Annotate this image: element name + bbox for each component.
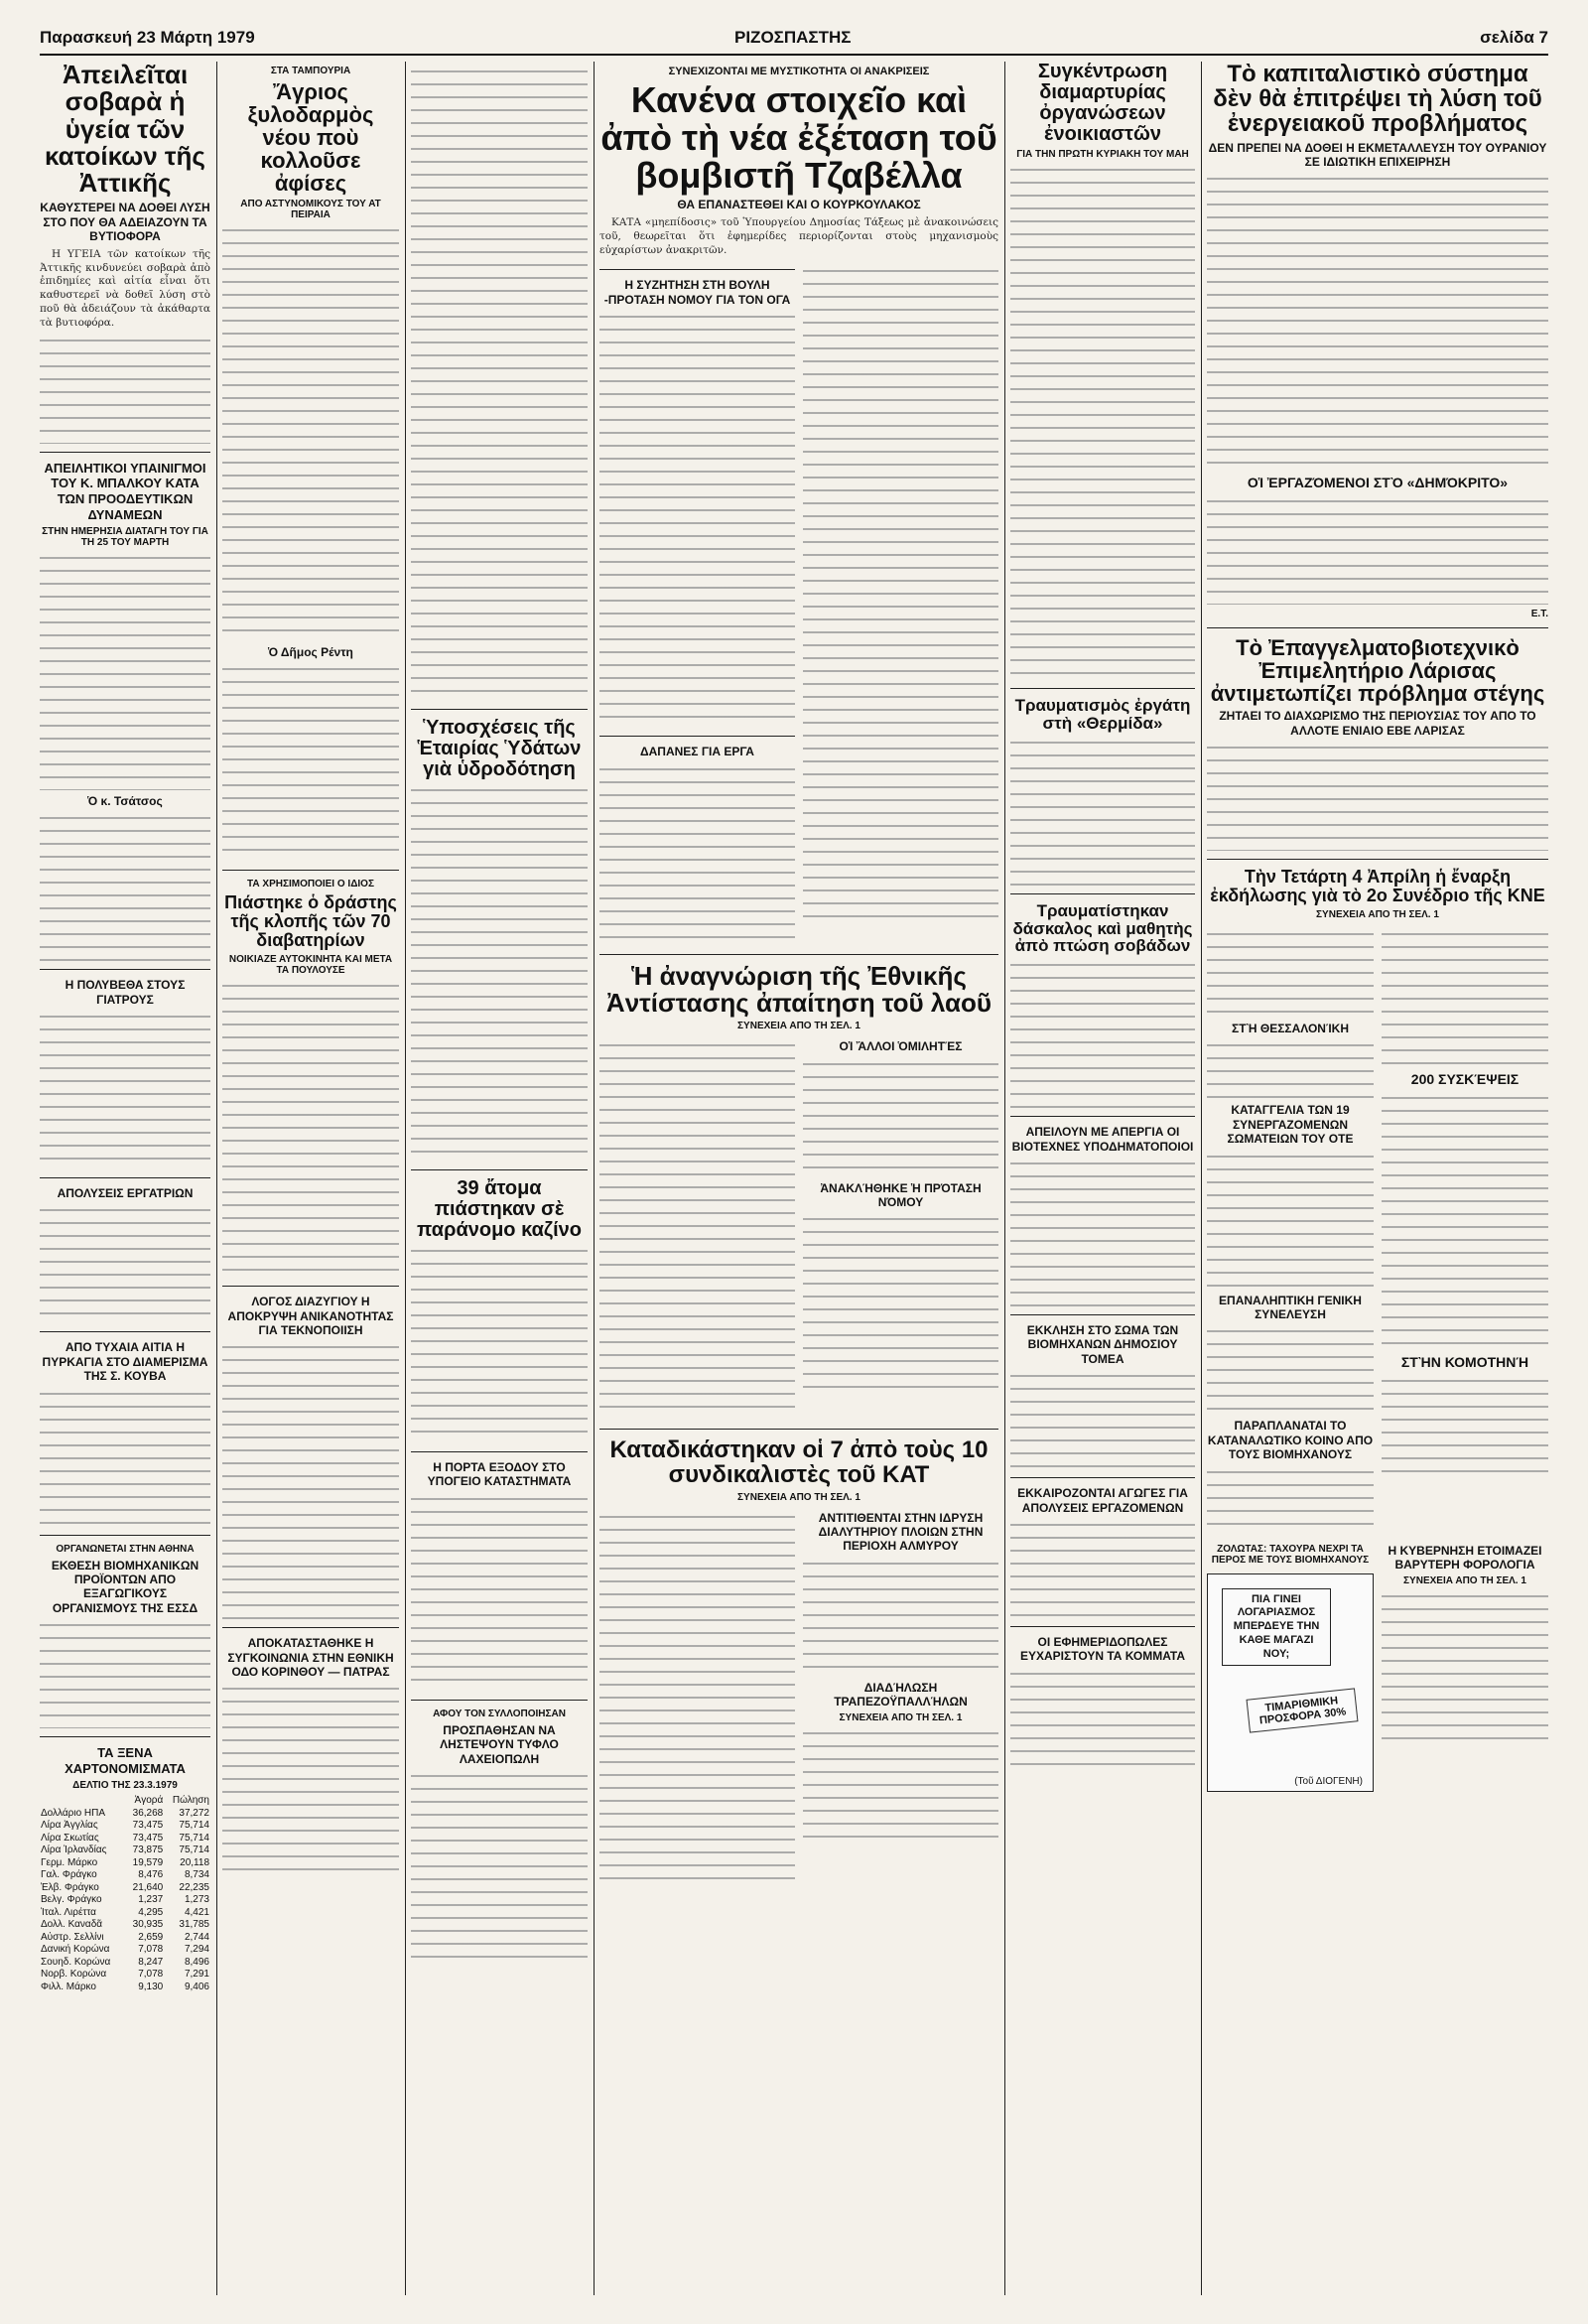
column-7 <box>1207 1540 1374 1792</box>
headline-teacher: Τραυματίστηκαν δάσκαλος καὶ μαθητὴς ἀπὸ πτώση σοβάδων <box>1012 900 1193 956</box>
section-label: ΣΤΑ ΤΑΜΠΟΥΡΙΑ <box>270 66 351 76</box>
article-text <box>40 812 210 961</box>
article-text <box>40 1011 210 1169</box>
column-1 <box>40 62 210 2295</box>
section-label: ΣΥΝΕΧΕΙΑ ΑΠΟ ΤΗ ΣΕΛ. 1 <box>1403 1575 1526 1587</box>
column-7 <box>1207 924 1374 1540</box>
headline-exhibition: ΕΚΘΕΣΗ ΒΙΟΜΗΧΑΝΙΚΩΝ ΠΡΟΪΟΝΤΩΝ ΑΠΟ ΕΞΑΓΩΓΙΚΟΥΣ ΟΡΓΑΝΙΣΜΟΥΣ ΤΗΣ ΕΣΣΔ <box>51 1558 199 1615</box>
fx-currency: Σουηδ. Κορώνα <box>41 1956 111 1968</box>
headline-taxes: Η ΚΥΒΕΡΝΗΣΗ ΕΤΟΙΜΑΖΕΙ ΒΑΡΥΤΕΡΗ ΦΟΡΟΛΟΓΙΑ <box>1388 1543 1542 1572</box>
divider <box>411 709 588 710</box>
headline-divorce: ΛΟΓΟΣ ΔΙΑΖΥΓΙΟΥ Η ΑΠΟΚΡΥΨΗ ΑΝΙΚΑΝΟΤΗΤΑΣ ΓΙΑ ΤΕΚΝΟΠΟΙΙΣΗ <box>227 1295 394 1337</box>
headline-newsagents: ΟΙ ΕΦΗΜΕΡΙΔΟΠΩΛΕΣ ΕΥΧΑΡΙΣΤΟΥΝ ΤΑ ΚΟΜΜΑΤΑ <box>1020 1634 1185 1664</box>
fx-row <box>40 1882 210 1895</box>
fx-row <box>40 1982 210 1994</box>
fx-sell: 20,118 <box>180 1856 209 1868</box>
article-text <box>40 335 210 444</box>
cartoon <box>1207 1573 1374 1792</box>
column-2 <box>222 62 399 2295</box>
fx-currency: Βελγ. Φράγκο <box>41 1894 102 1906</box>
headline-shoemakers: ΑΠΕΙΛΟΥΝ ΜΕ ΑΠΕΡΓΙΑ ΟΙ ΒΙΟΤΕΧΝΕΣ ΥΠΟΔΗΜΑΤΟΠΟΙΟΙ <box>1011 1125 1194 1154</box>
header-date: Παρασκευή 23 Μάρτη 1979 <box>40 28 255 47</box>
article-text <box>411 784 588 1162</box>
article-text <box>411 66 588 701</box>
fx-sell: 8,496 <box>184 1956 209 1968</box>
headline-larisa: Τὸ Ἐπαγγελματοβιοτεχνικὸ Ἐπιμελητήριο Λάρισας ἀντιμετωπίζει πρόβλημα στέγης <box>1210 635 1545 707</box>
article-text <box>1010 959 1195 1108</box>
section-label: ΣΥΝΕΧΕΙΑ ΑΠΟ ΤΗ ΣΕΛ. 1 <box>737 1021 860 1032</box>
fx-row <box>40 1944 210 1957</box>
column-5 <box>803 1507 998 1892</box>
divider <box>222 1627 399 1628</box>
fx-sell: 7,294 <box>184 1944 209 1956</box>
headline-beating: Ἄγριος ξυλοδαρμὸς νέου ποὺ κολλοῦσε ἀφίσες <box>247 79 374 197</box>
article-text <box>1207 1325 1374 1415</box>
article-text <box>40 1619 210 1728</box>
fx-sell: 37,272 <box>179 1807 209 1819</box>
headline-bill: ἈΝΑΚΛΉΘΗΚΕ Ἡ ΠΡΌΤΑΣΗ ΝΌΜΟΥ <box>820 1180 982 1209</box>
section-label: ΑΦΟΥ ΤΟΝ ΣΥΛΛΟΠΟΙΗΣΑΝ <box>433 1708 566 1719</box>
divider <box>40 1535 210 1536</box>
fx-currency: Δολλάριο ΗΠΑ <box>41 1807 106 1819</box>
fx-buy: 36,268 <box>132 1807 164 1819</box>
column-8 <box>1382 924 1548 1540</box>
fx-row <box>40 1820 210 1833</box>
headline-speakers: ΟἹ ἌΛΛΟΙ ὉΜΙΛΗΤΈΣ <box>839 1039 963 1054</box>
fx-sell: 8,734 <box>184 1869 209 1881</box>
divider <box>411 1169 588 1170</box>
column-5 <box>803 1035 998 1421</box>
fx-currency: Γαλ. Φράγκο <box>41 1869 97 1881</box>
headline-appeal: ΕΚΚΛΗΣΗ ΣΤΟ ΣΩΜΑ ΤΩΝ ΒΙΟΜΗΧΑΝΩΝ ΔΗΜΟΣΙΟΥ ΤΟΜΕΑ <box>1026 1323 1179 1366</box>
two-col-body <box>599 261 998 945</box>
fx-currency: Λίρα Ἰρλανδίας <box>41 1845 107 1856</box>
article-text <box>1207 742 1548 851</box>
fx-currency: Δολλ. Καναδᾶ <box>41 1919 103 1931</box>
section-label: ΣΥΝΕΧΕΙΑ ΑΠΟ ΤΗ ΣΕΛ. 1 <box>839 1712 963 1724</box>
fx-row <box>40 1932 210 1945</box>
divider <box>1010 1116 1195 1117</box>
fx-buy: 8,476 <box>138 1869 164 1881</box>
fx-row <box>40 1907 210 1920</box>
headline-ote: ΚΑΤΑΓΓΕΛΙΑ ΤΩΝ 19 ΣΥΝΕΡΓΑΖΟΜΕΝΩΝ ΣΩΜΑΤΕΙΩΝ ΤΟΥ ΟΤΕ <box>1227 1103 1354 1147</box>
headline-kat: Καταδικάστηκαν οἱ 7 ἀπὸ τοὺς 10 συνδικαλιστὲς τοῦ ΚΑΤ <box>609 1436 989 1489</box>
fx-row <box>40 1969 210 1982</box>
two-col-body <box>1207 924 1548 1540</box>
fx-buy: 1,237 <box>138 1894 164 1906</box>
fx-sell: 9,406 <box>184 1981 209 1992</box>
divider <box>411 1700 588 1701</box>
column-4 <box>599 1507 795 1892</box>
fx-currency: Λίρα Ἀγγλίας <box>41 1820 98 1832</box>
cartoon-offer: ΤΙΜΑΡΙΘΜΙΚΗ ΠΡΟΣΦΟΡΑ 30% <box>1247 1688 1359 1732</box>
divider <box>599 1429 998 1430</box>
divider <box>599 736 795 737</box>
fx-buy: 73,875 <box>132 1845 164 1856</box>
divider <box>222 1286 399 1287</box>
signature-tsatsos: Ὁ κ. Τσάτσος <box>87 794 163 809</box>
subhead-bomber: ΘΑ ΕΠΑΝΑΣΤΕΘΕΙ ΚΑΙ Ο ΚΟΥΡΚΟΥΛΑΚΟΣ <box>677 198 921 212</box>
column-rule <box>1004 62 1005 2295</box>
fx-header-row <box>40 1795 210 1808</box>
subhead-capitalism: ΔΕΝ ΠΡΕΠΕΙ ΝΑ ΔΟΘΕΙ Η ΕΚΜΕΤΑΛΛΕΥΣΗ ΤΟΥ ΟΥΡΑΝΙΟΥ ΣΕ ΙΔΙΩΤΙΚΗ ΕΠΙΧΕΙΡΗΣΗ <box>1208 140 1547 169</box>
article-text <box>1382 1590 1548 1749</box>
headline-komotini: ΣΤῊΝ ΚΟΜΟΤΗΝΉ <box>1400 1353 1529 1370</box>
lead-bomber: ΚΑΤΑ «μηεπίδοσις» τοῦ Ὑπουργείου Δημοσίας Τάξεως μὲ ἀνακοινώσεις τοῦ, θεωρεῖται ὅτι ἐφημερίδες περιορίζονται στοὺς μηχανισμοὺς εὐχαρίστων ἀνακριτῶν. <box>599 215 998 256</box>
subhead-beating: ΑΠΟ ΑΣΤΥΝΟΜΙΚΟΥΣ ΤΟΥ ΑΤ ΠΕΙΡΑΙΑ <box>240 199 381 221</box>
divider <box>1010 688 1195 689</box>
fx-currency: Ἑλβ. Φράγκο <box>41 1881 99 1893</box>
divider <box>1010 1626 1195 1627</box>
column-8 <box>1382 1540 1548 1792</box>
article-text <box>599 311 795 728</box>
headline-doctors: Η ΠΟΛΥΒΕΘΑ ΣΤΟΥΣ ΓΙΑΤΡΟΥΣ <box>65 978 186 1007</box>
cartoon-sign: ΠΙΑ ΓΙΝΕΙ ΛΟΓΑΡΙΑΣΜΟΣ ΜΠΕΡΔΕΥΕ ΤΗΝ ΚΑΘΕ ΜΑΓΑΖΙ ΝΟΥ; <box>1222 1588 1331 1667</box>
article-text <box>222 1683 399 1881</box>
divider <box>40 1736 210 1737</box>
fx-sell: 4,421 <box>184 1906 209 1918</box>
fx-sell: 75,714 <box>179 1845 209 1856</box>
article-text <box>1010 164 1195 680</box>
two-col-body <box>1207 1540 1548 1792</box>
headline-bomber: Κανένα στοιχεῖο καὶ ἀπὸ τὴ νέα ἐξέταση τοῦ βομβιστῆ Τζαβέλλα <box>600 79 997 196</box>
fx-currency: Αὐστρ. Σελλίνι <box>41 1931 104 1943</box>
subhead-larisa: ΖΗΤΑΕΙ ΤΟ ΔΙΑΧΩΡΙΣΜΟ ΤΗΣ ΠΕΡΙΟΥΣΙΑΣ ΤΟΥ ΑΠΟ ΤΟ ΑΛΛΟΤΕ ΕΝΙΑΙΟ ΕΒΕ ΛΑΡΙΣΑΣ <box>1219 709 1536 738</box>
article-text <box>1382 928 1548 1067</box>
article-text <box>40 552 210 790</box>
two-col-body <box>599 1035 998 1421</box>
fx-sell: 75,714 <box>179 1820 209 1832</box>
lead-health: Η ΥΓΕΙΑ τῶν κατοίκων τῆς Ἀττικῆς κινδυνεύει σοβαρὰ ἀπὸ ἐπιδημίες καὶ αἰτία εἶναι ὅτι καθυστερεῖ νὰ δοθεῖ λύση στὸ ποῦ θὰ ἀδειάζουν τὰ ἀκάθαρτα τὰ βυτιοφόρα. <box>40 247 210 329</box>
fx-buy: 21,640 <box>132 1881 164 1893</box>
headline-robbery: ΠΡΟΣΠΑΘΗΣΑΝ ΝΑ ΛΗΣΤΕΨΟΥΝ ΤΥΦΛΟ ΛΑΧΕΙΟΠΩΛΗ <box>440 1722 559 1766</box>
subhead-tenants: ΓΙΑ ΤΗΝ ΠΡΩΤΗ ΚΥΡΙΑΚΗ ΤΟΥ ΜΑΗ <box>1016 149 1189 160</box>
column-3 <box>411 62 588 2295</box>
headline-capitalism: Τὸ καπιταλιστικὸ σύστημα δὲν θὰ ἐπιτρέψει τὴ λύση τοῦ ἐνεργειακοῦ προβλήματος <box>1213 62 1542 138</box>
headline-lawsuits: ΕΚΚΑΙΡΟΖΟΝΤΑΙ ΑΓΩΓΕΣ ΓΙΑ ΑΠΟΛΥΣΕΙΣ ΕΡΓΑΖΟΜΕΝΩΝ <box>1017 1486 1188 1515</box>
fx-currency: Δανική Κορώνα <box>41 1944 110 1956</box>
fx-row <box>40 1808 210 1821</box>
headline-oga: Η ΣΥΖΗΤΗΣΗ ΣΤΗ ΒΟΥΛΗ -ΠΡΟΤΑΣΗ ΝΟΜΟΥ ΓΙΑ ΤΟΝ ΟΓΑ <box>603 278 791 307</box>
fx-buy: 19,579 <box>132 1856 164 1868</box>
article-text <box>40 1388 210 1527</box>
headline-casino: 39 ἄτομα πιάστηκαν σὲ παράνομο καζίνο <box>417 1177 582 1241</box>
fx-header-cell <box>40 1795 125 1808</box>
article-text <box>1010 1158 1195 1306</box>
fx-sell: 22,235 <box>179 1881 209 1893</box>
fx-subtitle: ΔΕΛΤΙΟ ΤΗΣ 23.3.1979 <box>72 1780 178 1792</box>
divider <box>599 269 795 270</box>
cartoon-signature: (Τοῦ ΔΙΟΓΕΝΗ) <box>1294 1775 1363 1787</box>
fx-buy: 7,078 <box>138 1944 164 1956</box>
headline-layoffs: ΑΠΟΛΥΣΕΙΣ ΕΡΓΑΤΡΙΩΝ <box>57 1185 194 1200</box>
divider <box>1207 859 1548 860</box>
fx-sell: 75,714 <box>179 1832 209 1844</box>
fx-buy: 4,295 <box>138 1906 164 1918</box>
fx-title: ΤΑ ΞΕΝΑ ΧΑΡΤΟΝΟΜΙΣΜΑΤΑ <box>65 1745 186 1776</box>
headline-road: ΑΠΟΚΑΤΑΣΤΑΘΗΚΕ Η ΣΥΓΚΟΙΝΩΝΙΑ ΣΤΗΝ ΕΘΝΙΚΗ ΟΔΟ ΚΟΡΙΝΘΟΥ — ΠΑΤΡΑΣ <box>227 1636 394 1680</box>
article-text <box>222 224 399 641</box>
headline-kne: Τὴν Τετάρτη 4 Ἀπρίλη ἡ ἔναρξη ἐκδήλωσης γιὰ τὸ 2ο Συνέδριο τῆς ΚΝΕ <box>1210 867 1545 906</box>
fx-currency: Λίρα Σκωτίας <box>41 1832 99 1844</box>
column-rule <box>1201 62 1202 2295</box>
article-text <box>1382 1375 1548 1474</box>
fx-sell: 2,744 <box>184 1931 209 1943</box>
divider <box>1207 627 1548 628</box>
fx-row <box>40 1857 210 1870</box>
divider <box>599 954 998 955</box>
divider <box>222 870 399 871</box>
subhead-health: ΚΑΘΥΣΤΕΡΕΙ ΝΑ ΔΟΘΕΙ ΛΥΣΗ ΣΤΟ ΠΟΥ ΘΑ ΑΔΕΙΑΖΟΥΝ ΤΑ ΒΥΤΙΟΦΟΡΑ <box>40 201 210 244</box>
fx-row <box>40 1845 210 1857</box>
fx-row <box>40 1957 210 1970</box>
fx-header-cell: Ἀγορά <box>134 1795 164 1807</box>
column-5 <box>803 261 998 945</box>
article-text <box>1207 173 1548 471</box>
article-text <box>222 1341 399 1619</box>
headline-thessaloniki: ΣΤῊ ΘΕΣΣΑΛΟΝΊΚΗ <box>1232 1021 1349 1035</box>
article-text <box>411 1770 588 1969</box>
divider <box>40 452 210 453</box>
article-text <box>1207 1039 1374 1099</box>
article-text <box>1010 1668 1195 1767</box>
signature-renti: Ὁ Δῆμος Ρέντη <box>268 645 353 660</box>
section-label: ΣΥΝΕΧΕΙΑ ΑΠΟ ΤΗ ΣΕΛ. 1 <box>1316 908 1439 920</box>
divider <box>1010 893 1195 894</box>
masthead: ΡΙΖΟΣΠΑΣΤΗΣ <box>734 28 852 47</box>
fx-row <box>40 1919 210 1932</box>
column-rule <box>405 62 406 2295</box>
fx-buy: 8,247 <box>138 1956 164 1968</box>
page-header <box>40 22 1548 56</box>
fx-currency: Νορβ. Κορώνα <box>41 1969 107 1981</box>
divider <box>411 1451 588 1452</box>
article-text <box>411 1493 588 1692</box>
column-4 <box>599 261 795 945</box>
section-label: ΣΥΝΕΧΕΙΑ ΑΠΟ ΤΗ ΣΕΛ. 1 <box>737 1491 860 1503</box>
subhead-passports: ΝΟΙΚΙΑΖΕ ΑΥΤΟΚΙΝΗΤΑ ΚΑΙ ΜΕΤΑ ΤΑ ΠΟΥΛΟΥΣΕ <box>228 954 393 977</box>
divider <box>40 1331 210 1332</box>
fx-buy: 2,659 <box>138 1931 164 1943</box>
fx-row <box>40 1833 210 1846</box>
fx-sell: 1,273 <box>184 1894 209 1906</box>
subhead-balkos: ΣΤΗΝ ΗΜΕΡΗΣΙΑ ΔΙΑΤΑΓΗ ΤΟΥ ΓΙΑ ΤΗ 25 ΤΟΥ ΜΑΡΤΗ <box>42 526 208 549</box>
divider <box>1010 1314 1195 1315</box>
article-text <box>222 663 399 862</box>
headline-balkos: ΑΠΕΙΛΗΤΙΚΟΙ ΥΠΑΙΝΙΓΜΟΙ ΤΟΥ Κ. ΜΠΑΛΚΟΥ ΚΑΤΑ ΤΩΝ ΠΡΟΟΔΕΥΤΙΚΩΝ ΔΥΝΑΜΕΩΝ <box>44 460 206 522</box>
headline-resistance: Ἡ ἀναγνώριση τῆς Ἐθνικῆς Ἀντίστασης ἀπαίτηση τοῦ λαοῦ <box>605 960 992 1018</box>
article-text <box>803 1558 998 1677</box>
headline-door: Η ΠΟΡΤΑ ΕΞΟΔΟΥ ΣΤΟ ΥΠΟΓΕΙΟ ΚΑΤΑΣΤΗΜΑΤΑ <box>427 1460 572 1489</box>
article-text <box>222 980 399 1278</box>
fx-currency: Γερμ. Μάρκο <box>41 1856 98 1868</box>
fx-buy: 30,935 <box>132 1919 164 1931</box>
article-text <box>599 1039 795 1417</box>
article-text <box>1207 928 1374 1018</box>
article-text <box>1207 495 1548 605</box>
article-text <box>803 265 998 920</box>
fx-sell: 7,291 <box>184 1969 209 1981</box>
page-number: σελίδα 7 <box>1480 28 1548 47</box>
fx-row <box>40 1869 210 1882</box>
article-text <box>1207 1466 1374 1536</box>
fx-currency: Φιλλ. Μάρκο <box>41 1981 96 1992</box>
signature-et: Ε.Τ. <box>1530 609 1548 620</box>
headline-consumers: ΠΑΡΑΠΛΑΝΑΤΑΙ ΤΟ ΚΑΤΑΝΑΛΩΤΙΚΟ ΚΟΙΝΟ ΑΠΟ ΤΟΥΣ ΒΙΟΜΗΧΑΝΟΥΣ <box>1207 1419 1374 1462</box>
column-7-8 <box>1207 62 1548 2295</box>
headline-demokritos: ΟἹ ἘΡΓΑΖΌΜΕΝΟΙ ΣΤῸ «ΔΗΜΌΚΡΙΤΟ» <box>1247 475 1509 491</box>
section-label: ΤΑ ΧΡΗΣΙΜΟΠΟΙΕΙ Ο ΙΔΙΟΣ <box>247 879 374 890</box>
fx-buy: 9,130 <box>138 1981 164 1992</box>
kicker-bomber: ΣΥΝΕΧΙΖΟΝΤΑΙ ΜΕ ΜΥΣΤΙΚΟΤΗΤΑ ΟΙ ΑΝΑΚΡΙΣΕΙΣ <box>668 66 930 77</box>
article-text <box>599 763 795 942</box>
fx-currency: Ἰταλ. Λιρέττα <box>41 1906 96 1918</box>
two-col-body <box>599 1507 998 1892</box>
cartoon-caption: ΖΟΛΩΤΑΣ: ΤΑΧΟΥΡΑ ΝΕΧΡΙ ΤΑ ΠΕΡΟΣ ΜΕ ΤΟΥΣ ΒΙΟΜΗΧΑΝΟΥΣ <box>1211 1543 1370 1566</box>
column-6 <box>1010 62 1195 2295</box>
fx-buy: 7,078 <box>138 1969 164 1981</box>
fx-buy: 73,475 <box>132 1820 164 1832</box>
column-4 <box>599 1035 795 1421</box>
fx-row <box>40 1894 210 1907</box>
column-rule <box>216 62 217 2295</box>
article-text <box>803 1727 998 1846</box>
divider <box>40 1177 210 1178</box>
section-label: ΟΡΓΑΝΩΝΕΤΑΙ ΣΤΗΝ ΑΘΗΝΑ <box>56 1543 195 1555</box>
article-text <box>1207 1151 1374 1290</box>
article-text <box>803 1058 998 1177</box>
headline-assembly: ΕΠΑΝΑΛΗΠΤΙΚΗ ΓΕΝΙΚΗ ΣΥΝΕΛΕΥΣΗ <box>1219 1293 1362 1321</box>
article-text <box>1382 1092 1548 1350</box>
headline-shipyard: ΑΝΤΙΤΙΘΕΝΤΑΙ ΣΤΗΝ ΙΔΡΥΣΗ ΔΙΑΛΥΤΗΡΙΟΥ ΠΛΟΙΩΝ ΣΤΗΝ ΠΕΡΙΟΧΗ ΑΛΜΥΡΟΥ <box>818 1510 984 1554</box>
headline-tenants: Συγκέντρωση διαμαρτυρίας ὀργανώσεων ἐνοικιαστῶν <box>1037 62 1168 145</box>
headline-water: Ὑποσχέσεις τῆς Ἑταιρίας Ὑδάτων γιὰ ὑδροδότηση <box>417 717 582 780</box>
article-text <box>803 1213 998 1392</box>
headline-injury: Τραυματισμὸς ἐργάτη στὴ «Θερμίδα» <box>1014 696 1191 733</box>
divider <box>1010 1477 1195 1478</box>
headline-works: ΔΑΠΑΝΕΣ ΓΙΑ ΕΡΓΑ <box>640 745 754 759</box>
headline-health: Ἀπειλεῖται σοβαρὰ ἡ ὑγεία τῶν κατοίκων τῆς Ἀττικῆς <box>45 62 205 199</box>
headline-passports: Πιάστηκε ὁ δράστης τῆς κλοπῆς τῶν 70 διαβατηρίων <box>224 892 397 951</box>
article-text <box>1010 1519 1195 1618</box>
article-text <box>411 1245 588 1443</box>
fx-header-cell: Πώληση <box>172 1795 209 1807</box>
divider <box>40 969 210 970</box>
fx-table <box>40 1795 210 1993</box>
column-4-5 <box>599 62 998 2295</box>
article-text <box>1010 737 1195 886</box>
column-rule <box>594 62 595 2295</box>
article-text <box>599 1511 795 1888</box>
article-text <box>40 1204 210 1323</box>
headline-fire: ΑΠΟ ΤΥΧΑΙΑ ΑΙΤΙΑ Η ΠΥΡΚΑΓΙΑ ΣΤΟ ΔΙΑΜΕΡΙΣΜΑ ΤΗΣ Σ. ΚΟΥΒΑ <box>42 1340 208 1384</box>
headline-bankers: ΔΙΑΔΉΛΩΣΗ ΤΡΑΠΕΖΟΫΠΑΛΛΉΛΩΝ <box>834 1680 968 1709</box>
fx-buy: 73,475 <box>132 1832 164 1844</box>
article-text <box>1010 1370 1195 1469</box>
headline-meetings: 200 ΣΥΣΚΈΨΕΙΣ <box>1410 1070 1520 1087</box>
fx-sell: 31,785 <box>179 1919 209 1931</box>
